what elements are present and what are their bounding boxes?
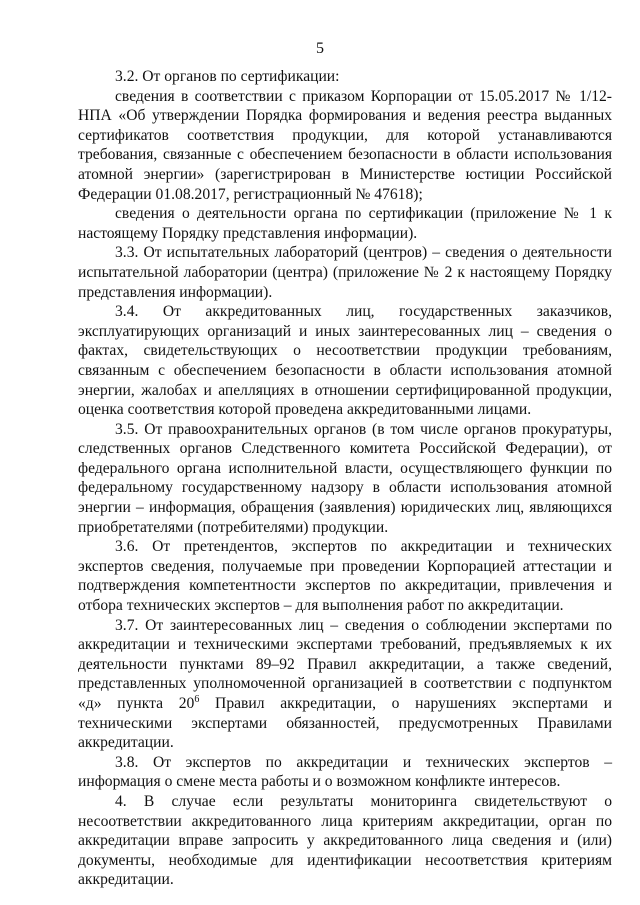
paragraph-3-2-order-info: сведения в соответствии с приказом Корпорации от 15.05.2017 № 1/12-НПА «Об утверждении Порядка формирования и ведения реестра выданных сертификатов соответствия продукции, для которой устанавливаются требования, связанные с обеспечением безопасности в области использования атомной энергии» (зарегистрирован в Министерстве юстиции Российской Федерации 01.08.2017, регистрационный № 47618); <box>78 87 612 203</box>
paragraph-3-5: 3.5. От правоохранительных органов (в том числе органов прокуратуры, следственных органов Следственного комитета Российской Федерации), от федерального органа исполнительной власти, осуществляющего функции по федеральному государственному надзору в области использования атомной энергии – информация, обращения (заявления) юридических лиц, являющихся приобретателями (потребителями) продукции. <box>78 420 612 536</box>
paragraph-3-3: 3.3. От испытательных лабораторий (центров) – сведения о деятельности испытательной лаборатории (центра) (приложение № 2 к настоящему Порядку представления информации). <box>78 244 612 301</box>
paragraph-3-7-superscript: 6 <box>194 694 200 705</box>
paragraph-3-7-text-a: 3.7. От заинтересованных лиц – сведения о соблюдении экспертами по аккредитации и техническими экспертами требований, предъявляемых к их деятельности пунктами 89–92 Правил аккредитации, а также сведений, представленных уполномоченной организацией в соответствии с подпунктом «д» пункта 20 <box>78 616 612 712</box>
paragraph-3-7-text-b: Правил аккредитации, о нарушениях экспертами и техническими экспертами обязанностей, предусмотренных Правилами аккредитации. <box>78 695 612 752</box>
paragraph-3-2-heading: 3.2. От органов по сертификации: <box>115 68 340 85</box>
paragraph-3-2-certification-body-info: сведения о деятельности органа по сертификации (приложение № 1 к настоящему Порядку представления информации). <box>78 205 612 242</box>
paragraph-3-6: 3.6. От претендентов, экспертов по аккредитации и технических экспертов сведения, получаемые при проведении Корпорацией аттестации и подтверждения компетентности экспертов по аккредитации, привлечения и отбора технических экспертов – для выполнения работ по аккредитации. <box>78 538 612 615</box>
paragraph-3-4: 3.4. От аккредитованных лиц, государственных заказчиков, эксплуатирующих организаций и иных заинтересованных лиц – сведения о фактах, свидетельствующих о несоответствии продукции требованиям, связанным с обеспечением безопасности в области использования атомной энергии, жалобах и апелляциях в отношении сертифицированной продукции, оценка соответствия которой проведена аккредитованными лицами. <box>78 303 612 419</box>
paragraph-4: 4. В случае если результаты мониторинга свидетельствуют о несоответствии аккредитованного лица критериям аккредитации, орган по аккредитации вправе запросить у аккредитованного лица сведения и (или) документы, необходимые для идентификации несоответствия критериям аккредитации. <box>78 792 612 889</box>
paragraph-3-8: 3.8. От экспертов по аккредитации и технических экспертов – информация о смене места работы и о возможном конфликте интересов. <box>78 753 612 791</box>
document-body <box>78 67 612 890</box>
paragraph-3-7 <box>78 616 612 753</box>
page-number: 5 <box>316 40 324 57</box>
